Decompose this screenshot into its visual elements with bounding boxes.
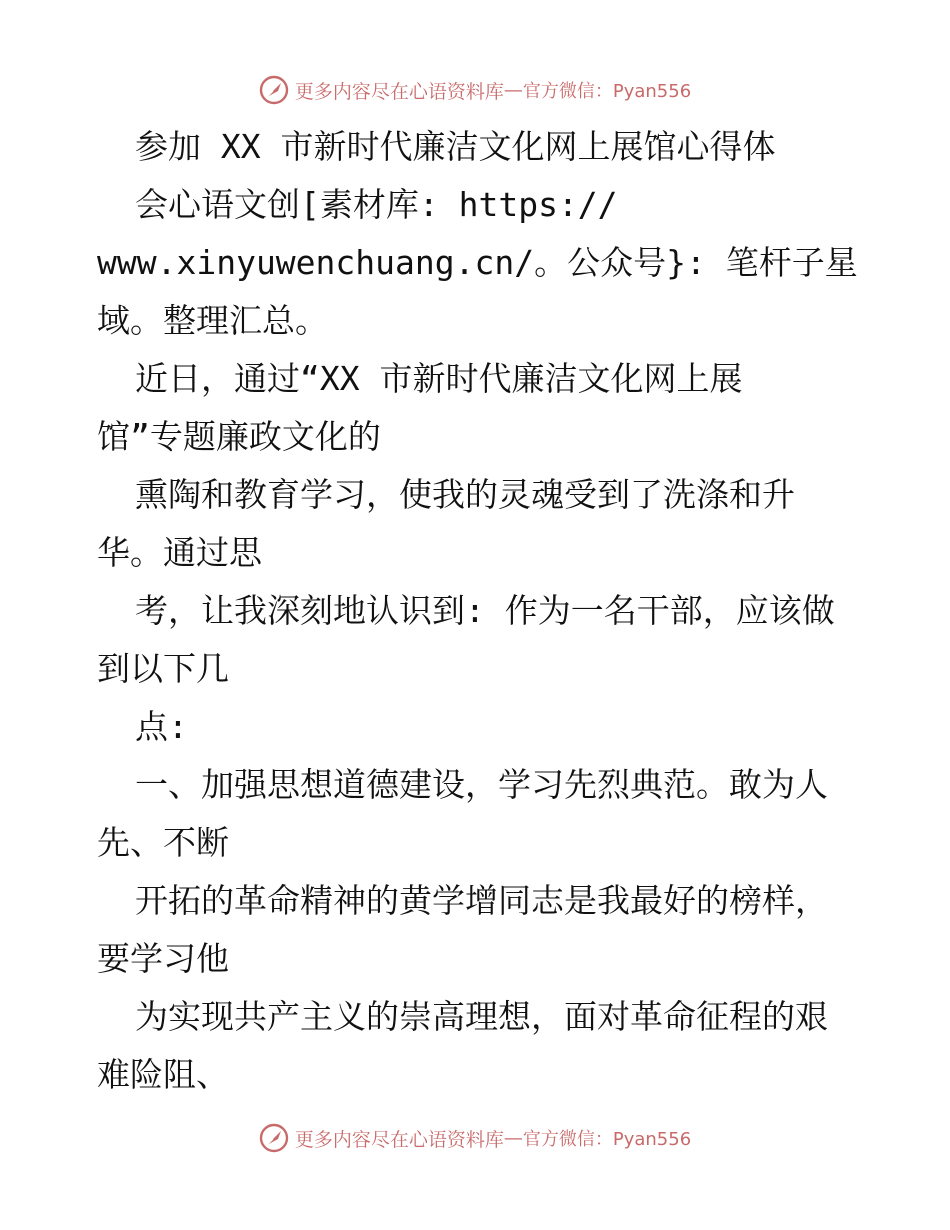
body-line: 考，让我深刻地认识到: 作为一名干部，应该做	[135, 591, 835, 630]
document-body	[97, 118, 867, 1104]
feather-pen-logo-icon	[259, 1123, 289, 1153]
body-line: 华。通过思	[97, 533, 262, 572]
body-line: www.xinyuwenchuang.cn/。公众号}: 笔杆子星	[97, 243, 858, 282]
body-line: 点:	[135, 707, 188, 746]
body-line: 一、加强思想道德建设，学习先烈典范。敢为人	[135, 765, 828, 804]
body-line: 域。整理汇总。	[97, 301, 328, 340]
body-line: 到以下几	[97, 649, 229, 688]
footer-banner	[0, 1118, 950, 1158]
body-line: 熏陶和教育学习，使我的灵魂受到了洗涤和升	[135, 475, 795, 514]
feather-pen-logo-icon	[259, 75, 289, 105]
body-line: 参加 XX 市新时代廉洁文化网上展馆心得体	[135, 127, 776, 166]
body-line: 近日，通过“XX 市新时代廉洁文化网上展	[135, 359, 743, 398]
banner-site-text: 更多内容尽在心语资料库	[294, 80, 504, 103]
body-line: 先、不断	[97, 823, 229, 862]
banner-site-text: 更多内容尽在心语资料库	[294, 1128, 504, 1151]
header-banner	[0, 70, 950, 110]
body-line: 要学习他	[97, 939, 229, 978]
body-line: 为实现共产主义的崇高理想，面对革命征程的艰	[135, 997, 828, 1036]
banner-separator: —	[503, 1127, 523, 1149]
banner-contact-text: 官方微信：Pyan556	[522, 81, 692, 102]
banner-contact-text: 官方微信：Pyan556	[522, 1129, 692, 1150]
body-line: 开拓的革命精神的黄学增同志是我最好的榜样，	[135, 881, 828, 920]
banner-separator: —	[503, 79, 523, 101]
body-line: 难险阻、	[97, 1055, 229, 1094]
body-line: 会心语文创[素材库: https://	[135, 185, 618, 224]
body-line: 馆”专题廉政文化的	[97, 417, 381, 456]
